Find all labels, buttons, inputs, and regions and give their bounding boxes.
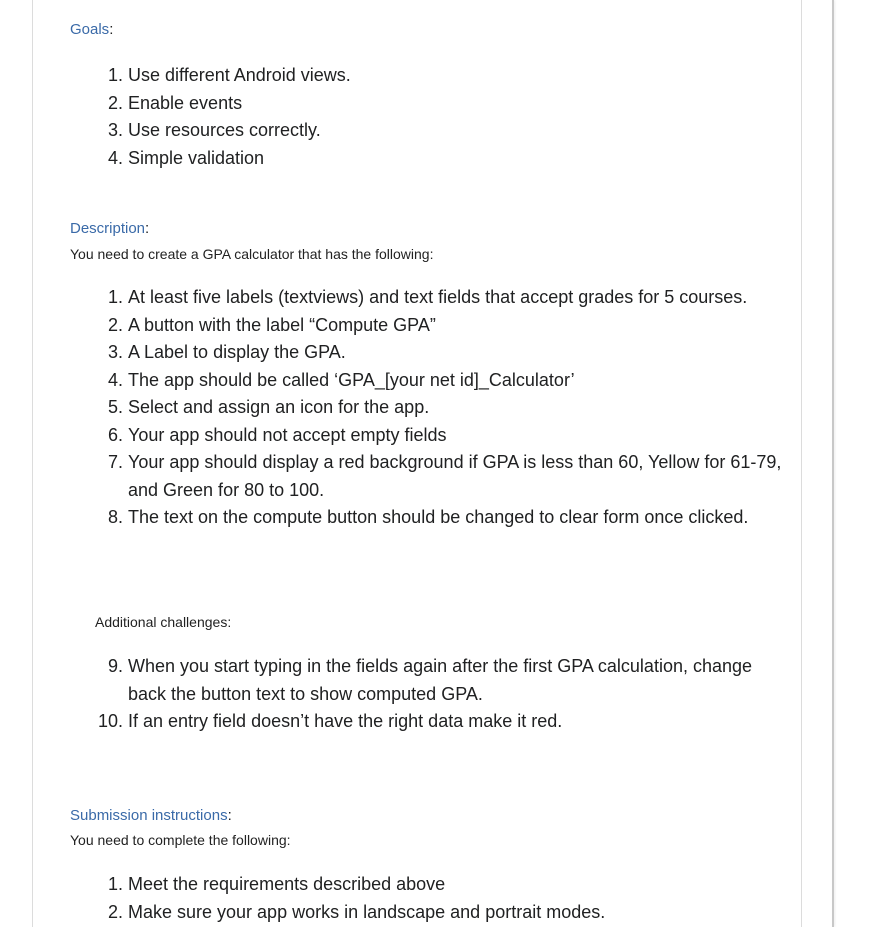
submission-title: Submission instructions (70, 807, 228, 824)
description-colon: : (145, 220, 150, 237)
list-item: 3. A Label to display the GPA. (107, 342, 346, 362)
list-item: 6. Your app should not accept empty fields (107, 424, 447, 445)
goals-list (107, 62, 788, 172)
list-item: 2. Make sure your app works in landscape and portrait modes. (107, 901, 606, 922)
list-item: 7. Your app should display a red background if GPA is less than 60, Yellow for 61-79, and Green for 80 to 100. (107, 452, 782, 500)
goals-heading (70, 21, 113, 38)
submission-intro: You need to complete the following: (70, 832, 291, 848)
list-item: 1. Meet the requirements described above (107, 874, 446, 894)
list-item: 4. The app should be called ‘GPA_[your net id]_Calculator’ (107, 369, 575, 390)
list-item: 5. Select and assign an icon for the app. (107, 397, 430, 417)
submission-list (107, 871, 788, 926)
description-title: Description (70, 220, 146, 237)
description-heading (70, 220, 149, 237)
goals-colon: : (109, 21, 114, 38)
description-intro: You need to create a GPA calculator that has the following: (70, 246, 434, 262)
list-item: 2. A button with the label “Compute GPA” (107, 314, 436, 335)
submission-colon: : (227, 807, 232, 824)
submission-heading (70, 807, 232, 824)
list-item: 1. At least five labels (textviews) and text fields that accept grades for 5 courses. (107, 287, 748, 307)
description-list (107, 284, 788, 532)
list-item: 4. Simple validation (107, 147, 265, 168)
list-item: 8. The text on the compute button should be changed to clear form once clicked. (107, 507, 749, 527)
list-item: 9. When you start typing in the fields again after the first GPA calculation, change back the button text to show computed GPA. (107, 656, 753, 704)
goals-title: Goals (70, 21, 110, 38)
list-item: 3. Use resources correctly. (107, 120, 321, 140)
additional-challenges-label: Additional challenges: (95, 614, 232, 630)
additional-challenges-list (97, 653, 768, 736)
list-item: 2. Enable events (107, 92, 243, 113)
list-item: 1. Use different Android views. (107, 65, 351, 85)
list-item: 10. If an entry field doesn’t have the right data make it red. (97, 711, 563, 731)
